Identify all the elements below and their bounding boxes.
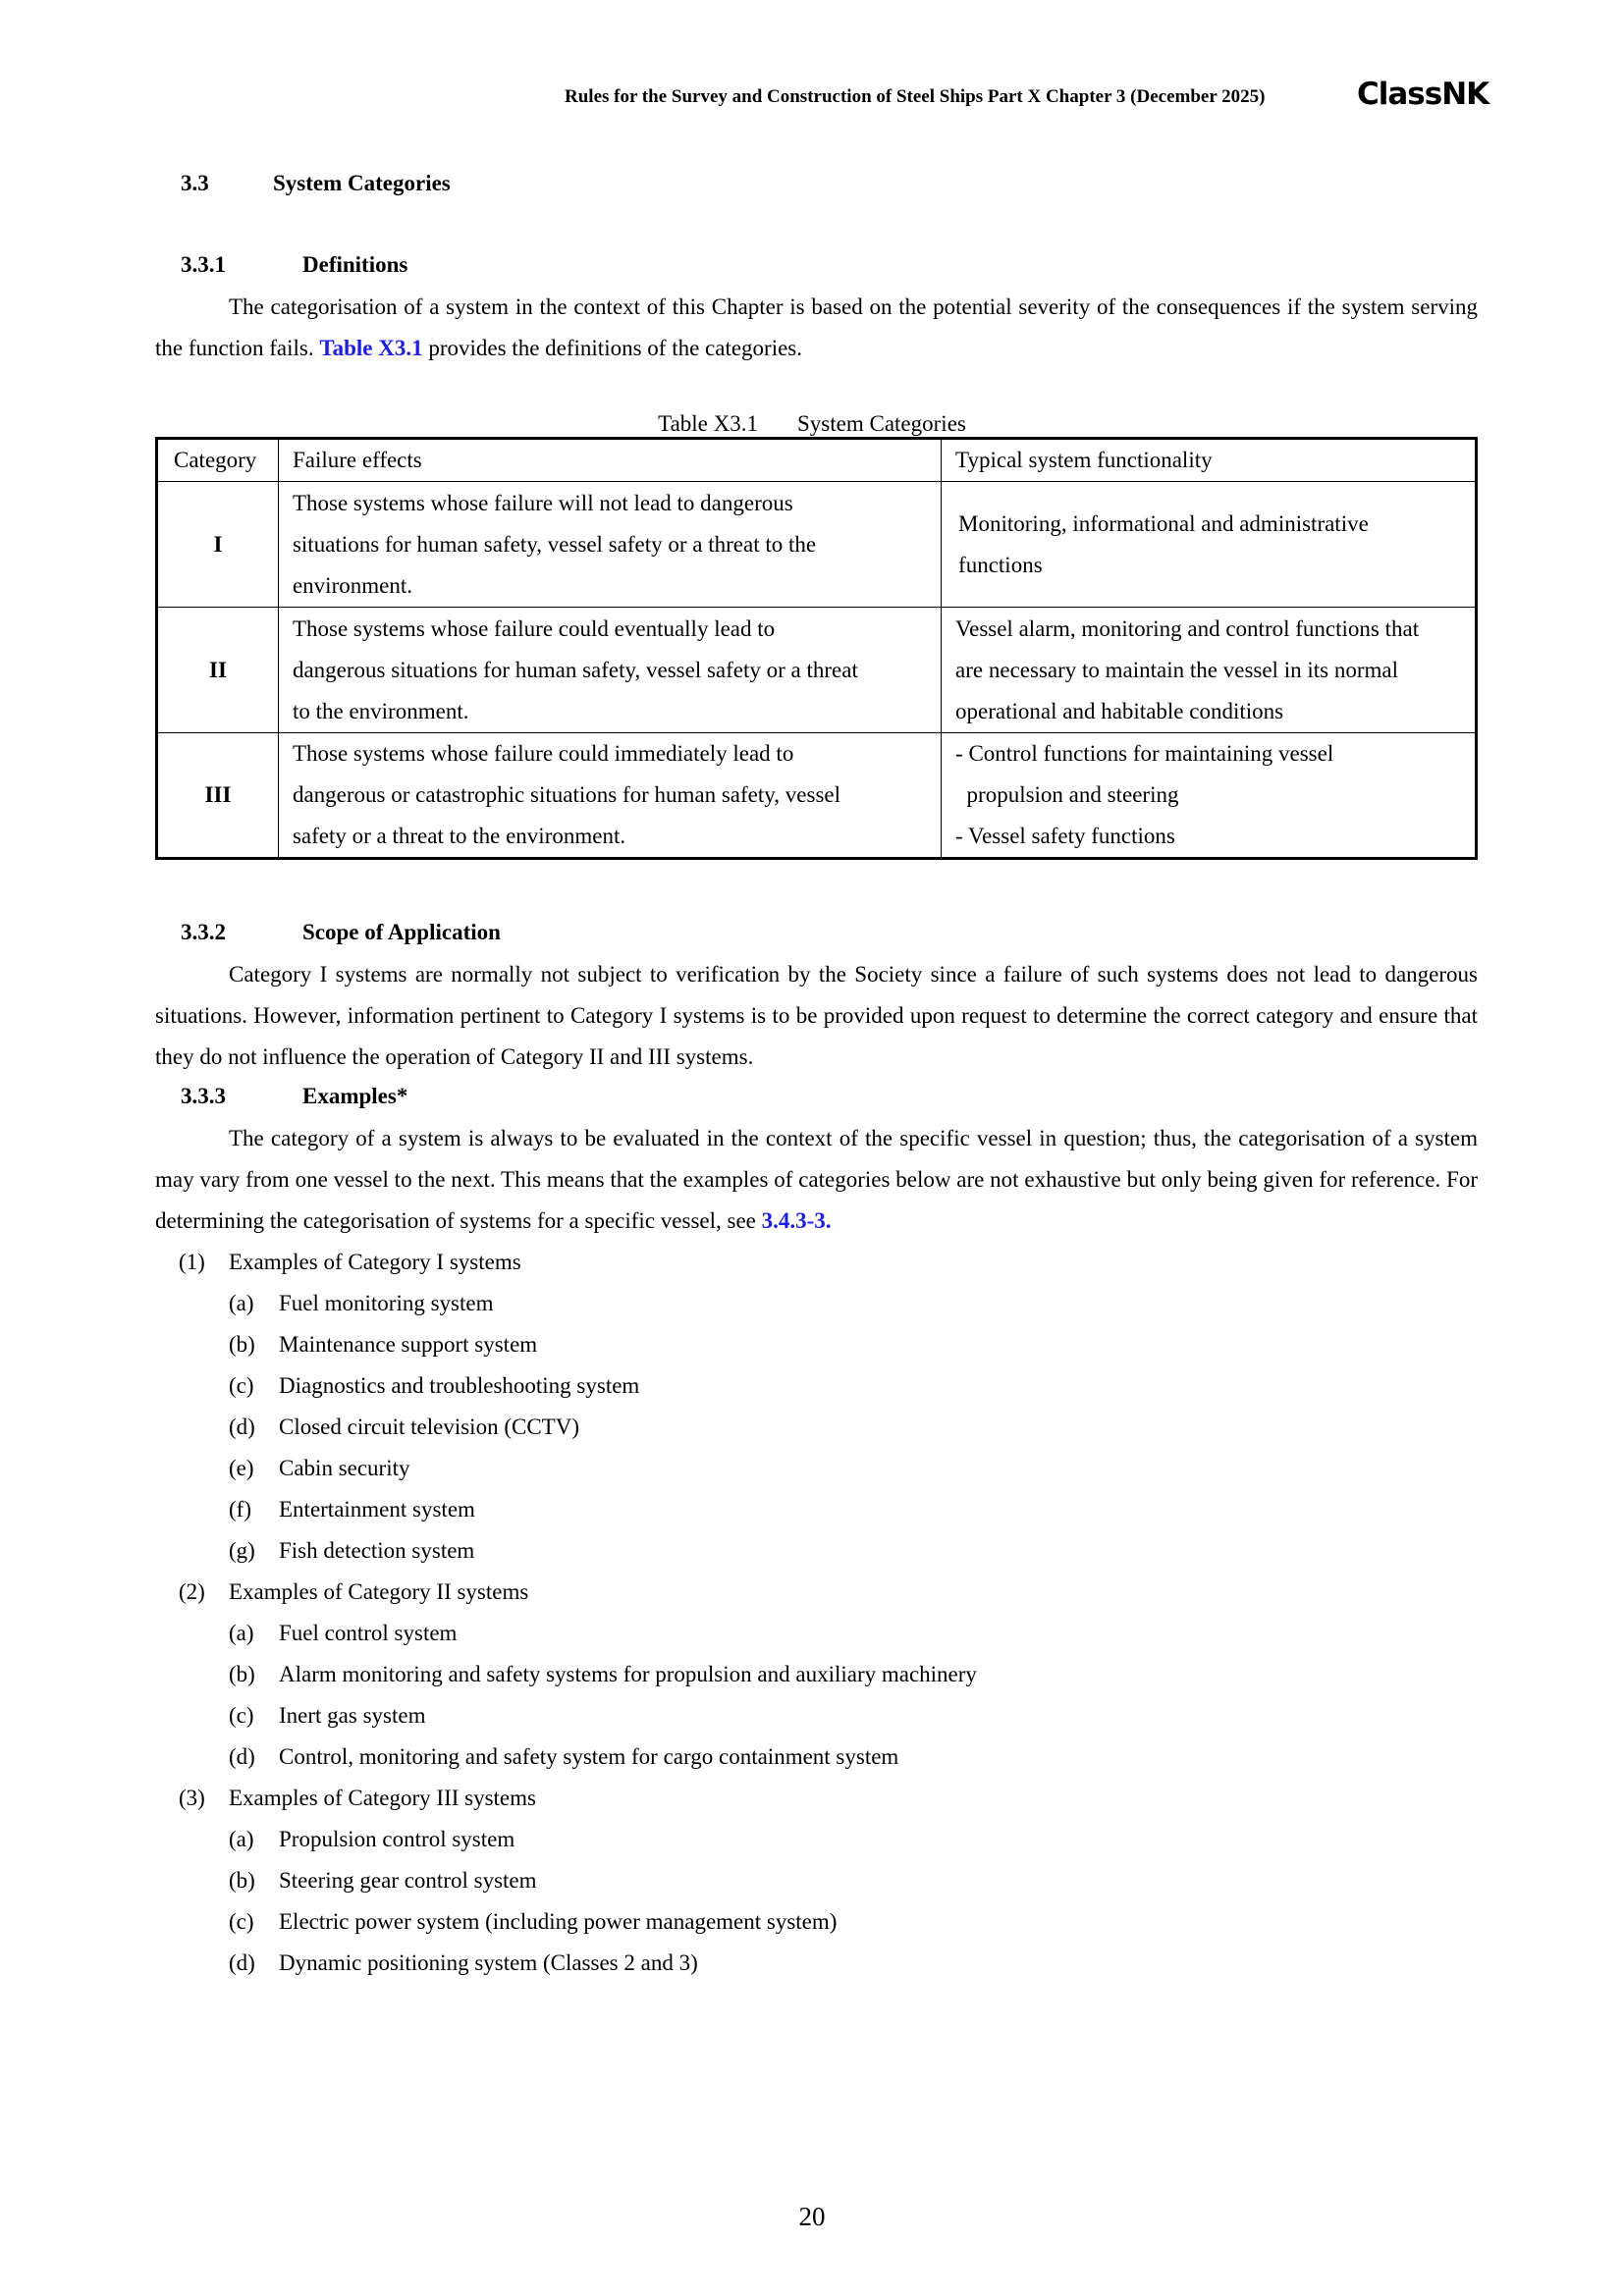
section-number: 3.3 [181, 171, 209, 195]
cell-line: functions [958, 552, 1043, 577]
section-title: System Categories [273, 171, 451, 195]
definitions-text-end: provides the definitions of the categories. [428, 336, 803, 360]
list-item: Cabin security [279, 1456, 410, 1480]
examples-paragraph [155, 1118, 1478, 1242]
list-item-label: (a) [229, 1621, 254, 1645]
table-row [157, 482, 1477, 608]
group-1-label: (1) [179, 1250, 205, 1274]
group-3-label: (3) [179, 1786, 205, 1810]
list-item-label: (d) [229, 1950, 255, 1975]
cell-line: Vessel alarm, monitoring and control functions that [955, 615, 1420, 641]
list-item-label: (f) [229, 1497, 251, 1522]
table-row [157, 608, 1477, 733]
group-1-title: Examples of Category I systems [229, 1250, 521, 1274]
examples-text: The category of a system is always to be evaluated in the context of the specific vessel in question; thus, the categorisation of a system may vary from one vessel to the next. This means that the examples of categories below are not exhaustive but only being given for reference. For determining the categorisation of systems for a specific vessel, see [155, 1126, 1478, 1233]
list-item-label: (c) [229, 1703, 254, 1728]
list-item: Electric power system (including power management system) [279, 1909, 838, 1934]
cell-line: safety or a threat to the environment. [292, 824, 626, 848]
failure-effects-cell [278, 482, 941, 608]
list-item: Steering gear control system [279, 1868, 537, 1893]
list-item-label: (c) [229, 1909, 254, 1934]
list-item: Control, monitoring and safety system for cargo containment system [279, 1744, 899, 1769]
table-caption-number: Table X3.1 [658, 411, 759, 436]
list-item: Fuel control system [279, 1621, 458, 1645]
subsection-331-number: 3.3.1 [181, 252, 226, 277]
list-item-label: (d) [229, 1744, 255, 1769]
list-item: Dynamic positioning system (Classes 2 and 3) [279, 1950, 698, 1975]
table-caption [0, 411, 1624, 437]
table-x31-link[interactable]: Table X3.1 [319, 336, 423, 360]
list-item: Closed circuit television (CCTV) [279, 1415, 579, 1439]
list-item: Entertainment system [279, 1497, 475, 1522]
cell-line: are necessary to maintain the vessel in its normal [955, 657, 1398, 682]
list-item-label: (a) [229, 1827, 254, 1851]
scope-paragraph: Category I systems are normally not subject to verification by the Society since a failure of such systems does not lead to dangerous situations. However, information pertinent to Category I systems is to be provided upon request to determine the correct category and ensure that they do not influence the operation of Category II and III systems. [155, 962, 1478, 1069]
classnk-logo: ClassNK [1357, 77, 1489, 112]
table-row [157, 733, 1477, 859]
table-header-row [157, 439, 1477, 482]
group-3-title: Examples of Category III systems [229, 1786, 536, 1810]
list-item: Propulsion control system [279, 1827, 515, 1851]
cell-line: Those systems whose failure could eventually lead to [292, 615, 776, 641]
list-item-label: (c) [229, 1373, 254, 1398]
subsection-332-number: 3.3.2 [181, 920, 226, 944]
list-item-label: (e) [229, 1456, 254, 1480]
cell-line: Those systems whose failure will not lead to dangerous [292, 490, 793, 515]
group-2-title: Examples of Category II systems [229, 1579, 529, 1604]
functionality-cell [942, 608, 1477, 733]
cell-line: to the environment. [292, 698, 469, 723]
cell-line: dangerous or catastrophic situations for human safety, vessel [292, 782, 840, 807]
category-cell: III [157, 733, 279, 859]
cell-line: dangerous situations for human safety, vessel safety or a threat [292, 657, 858, 682]
cell-line: Monitoring, informational and administrative [958, 510, 1369, 536]
failure-effects-cell [278, 608, 941, 733]
list-item-label: (g) [229, 1538, 255, 1563]
list-item-label: (b) [229, 1868, 255, 1893]
list-item: Alarm monitoring and safety systems for propulsion and auxiliary machinery [279, 1662, 977, 1686]
list-item: Inert gas system [279, 1703, 426, 1728]
group-2-label: (2) [179, 1579, 205, 1604]
list-item: Fish detection system [279, 1538, 475, 1563]
functionality-cell [942, 482, 1477, 608]
running-header: Rules for the Survey and Construction of Steel Ships Part X Chapter 3 (December 2025) [565, 86, 1266, 107]
cell-line: operational and habitable conditions [955, 698, 1284, 723]
list-item: Diagnostics and troubleshooting system [279, 1373, 640, 1398]
definitions-text: The categorisation of a system in the context of this Chapter is based on the potential severity of the consequences if the system serving the function fails. [155, 294, 1478, 360]
page-number: 20 [798, 2202, 826, 2231]
system-categories-table [155, 437, 1478, 860]
list-item: Fuel monitoring system [279, 1291, 494, 1315]
list-item-label: (d) [229, 1415, 255, 1439]
list-item-label: (a) [229, 1291, 254, 1315]
cell-line: situations for human safety, vessel safety or a threat to the [292, 531, 817, 557]
column-header-category: Category [157, 439, 279, 482]
subsection-332-title: Scope of Application [302, 920, 501, 944]
category-cell: I [157, 482, 279, 608]
column-header-functionality: Typical system functionality [942, 439, 1477, 482]
definitions-paragraph [155, 287, 1478, 369]
list-item: Maintenance support system [279, 1332, 538, 1357]
functionality-cell [942, 733, 1477, 859]
list-item-label: (b) [229, 1662, 255, 1686]
cell-line: - Control functions for maintaining vessel [955, 741, 1334, 766]
cell-line: environment. [292, 572, 412, 598]
category-cell: II [157, 608, 279, 733]
cell-line: - Vessel safety functions [955, 824, 1175, 848]
list-item-label: (b) [229, 1332, 255, 1357]
subsection-333-title: Examples* [302, 1084, 408, 1108]
cell-line: Those systems whose failure could immediately lead to [292, 741, 794, 766]
subsection-333-number: 3.3.3 [181, 1084, 226, 1108]
table-caption-title: System Categories [797, 411, 966, 436]
column-header-failure-effects: Failure effects [278, 439, 941, 482]
ref-343-3-link[interactable]: 3.4.3-3. [761, 1208, 832, 1233]
failure-effects-cell [278, 733, 941, 859]
cell-line: propulsion and steering [955, 782, 1179, 807]
subsection-331-title: Definitions [302, 252, 408, 277]
